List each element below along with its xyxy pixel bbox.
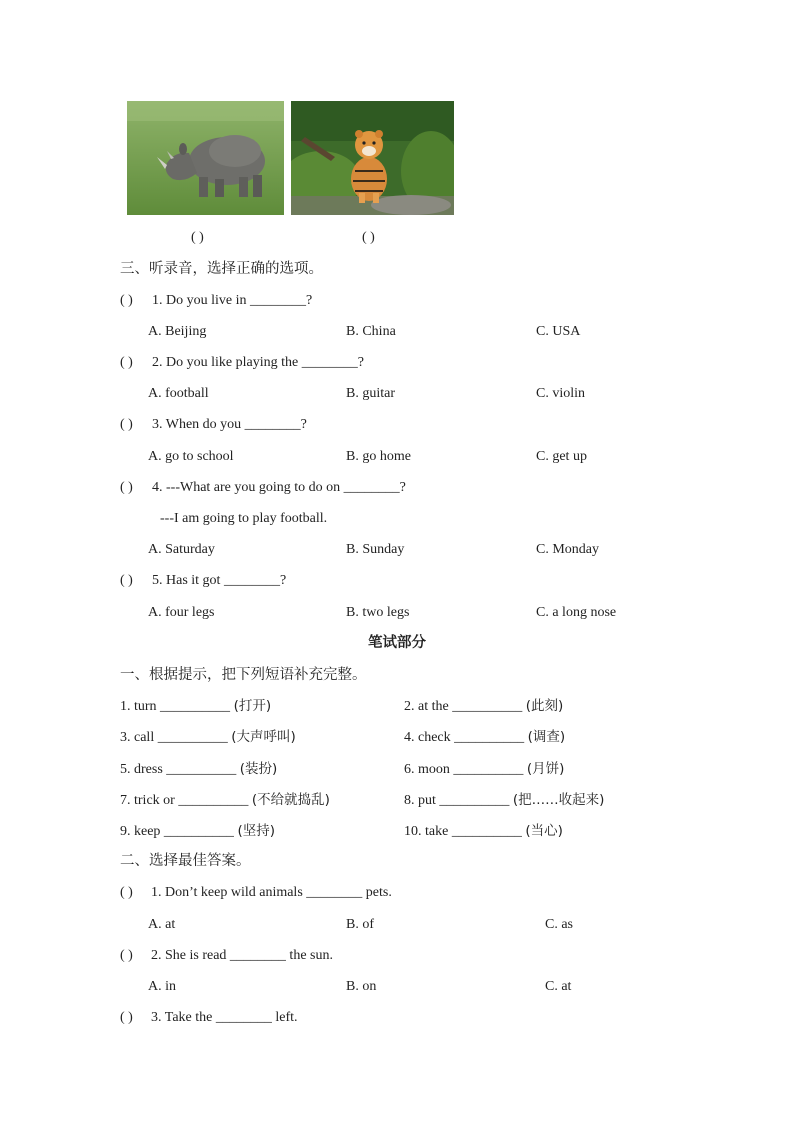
- choice-q3-bracket[interactable]: ( ): [120, 1010, 133, 1025]
- choice-q1-text: 1. Don’t keep wild animals ________ pets.: [151, 885, 392, 900]
- phrase-item-10: [404, 822, 563, 841]
- listening-q4-option-c[interactable]: C. Monday: [536, 542, 599, 557]
- image-answer-bracket-1[interactable]: ( ): [191, 230, 204, 245]
- choice-q1-option-b[interactable]: B. of: [346, 917, 374, 932]
- choice-q1-option-a[interactable]: A. at: [148, 917, 176, 932]
- phrases-section-heading: 一、根据提示，把下列短语补充完整。: [120, 667, 367, 683]
- choice-q2-bracket[interactable]: ( ): [120, 948, 133, 963]
- listening-q3-text: 3. When do you ________?: [152, 417, 307, 432]
- phrase-8-hint: (把……收起来): [512, 792, 605, 808]
- phrase-item-2: [404, 697, 563, 716]
- phrase-item-4: [404, 728, 565, 747]
- phrase-4-en[interactable]: 4. check __________: [404, 730, 528, 745]
- phrase-1-en[interactable]: 1. turn __________: [120, 699, 234, 714]
- tiger-cub-photo: [291, 101, 454, 215]
- phrase-9-hint: (坚持): [237, 823, 275, 839]
- tiger-illustration: [291, 101, 454, 215]
- choice-q1-option-c[interactable]: C. as: [545, 917, 573, 932]
- listening-q5-option-b[interactable]: B. two legs: [346, 605, 410, 620]
- phrase-item-5: [120, 760, 277, 779]
- phrase-5-en[interactable]: 5. dress __________: [120, 762, 240, 777]
- phrase-10-en[interactable]: 10. take __________: [404, 824, 526, 839]
- listening-q3-option-a[interactable]: A. go to school: [148, 449, 234, 464]
- phrase-8-en[interactable]: 8. put __________: [404, 793, 513, 808]
- phrase-1-hint: (打开): [233, 698, 272, 714]
- phrase-item-9: [120, 822, 275, 841]
- phrase-7-en[interactable]: 7. trick or __________: [120, 793, 252, 808]
- listening-q4-text: 4. ---What are you going to do on ________?: [152, 480, 406, 495]
- listening-q5-bracket[interactable]: ( ): [120, 573, 133, 588]
- listening-q4-option-b[interactable]: B. Sunday: [346, 542, 405, 557]
- listening-q5-text: 5. Has it got ________?: [152, 573, 287, 588]
- choice-q3-text: 3. Take the ________ left.: [151, 1010, 298, 1025]
- phrase-6-hint: (月饼): [526, 761, 565, 777]
- phrase-item-7: [120, 791, 330, 810]
- choice-q1-bracket[interactable]: ( ): [120, 885, 133, 900]
- phrase-item-6: [404, 760, 564, 779]
- phrase-2-en[interactable]: 2. at the __________: [404, 699, 526, 714]
- phrase-5-hint: (装扮): [239, 761, 278, 777]
- listening-q5-option-c[interactable]: C. a long nose: [536, 605, 617, 620]
- phrase-item-8: [404, 791, 604, 810]
- listening-q4-option-a[interactable]: A. Saturday: [148, 542, 215, 557]
- phrase-item-3: [120, 728, 296, 747]
- listening-q1-bracket[interactable]: ( ): [120, 293, 133, 308]
- choice-section-heading: 二、选择最佳答案。: [120, 853, 251, 869]
- listening-q1-option-a[interactable]: A. Beijing: [148, 324, 207, 339]
- rhino-illustration: [127, 101, 284, 215]
- listening-q1-option-c[interactable]: C. USA: [536, 324, 581, 339]
- listening-q3-option-c[interactable]: C. get up: [536, 449, 587, 464]
- phrase-4-hint: (调查): [527, 729, 566, 745]
- written-part-title: 笔试部分: [368, 635, 426, 651]
- phrase-2-hint: (此刻): [525, 698, 564, 714]
- phrase-9-en[interactable]: 9. keep __________: [120, 824, 238, 839]
- listening-q2-bracket[interactable]: ( ): [120, 355, 133, 370]
- phrase-10-hint: (当心): [525, 823, 563, 839]
- listening-q1-option-b[interactable]: B. China: [346, 324, 396, 339]
- listening-section-heading: 三、听录音，选择正确的选项。: [120, 261, 323, 277]
- listening-q2-text: 2. Do you like playing the ________?: [152, 355, 364, 370]
- listening-q4-bracket[interactable]: ( ): [120, 480, 133, 495]
- phrase-6-en[interactable]: 6. moon __________: [404, 762, 527, 777]
- listening-q2-option-a[interactable]: A. football: [148, 386, 209, 401]
- choice-q2-option-c[interactable]: C. at: [545, 979, 572, 994]
- listening-q2-option-c[interactable]: C. violin: [536, 386, 586, 401]
- listening-q2-option-b[interactable]: B. guitar: [346, 386, 395, 401]
- listening-q3-bracket[interactable]: ( ): [120, 417, 133, 432]
- image-answer-bracket-2[interactable]: ( ): [362, 230, 375, 245]
- listening-q4-answer-line: ---I am going to play football.: [160, 511, 328, 526]
- listening-q5-option-a[interactable]: A. four legs: [148, 605, 215, 620]
- choice-q2-option-b[interactable]: B. on: [346, 979, 377, 994]
- listening-q3-option-b[interactable]: B. go home: [346, 449, 411, 464]
- phrase-item-1: [120, 697, 271, 716]
- phrase-3-hint: (大声呼叫): [231, 729, 296, 745]
- choice-q2-option-a[interactable]: A. in: [148, 979, 176, 994]
- choice-q2-text: 2. She is read ________ the sun.: [151, 948, 333, 963]
- phrase-3-en[interactable]: 3. call __________: [120, 730, 232, 745]
- phrase-7-hint: (不给就捣乱): [251, 792, 330, 808]
- rhino-photo: [127, 101, 284, 215]
- listening-q1-text: 1. Do you live in ________?: [152, 293, 313, 308]
